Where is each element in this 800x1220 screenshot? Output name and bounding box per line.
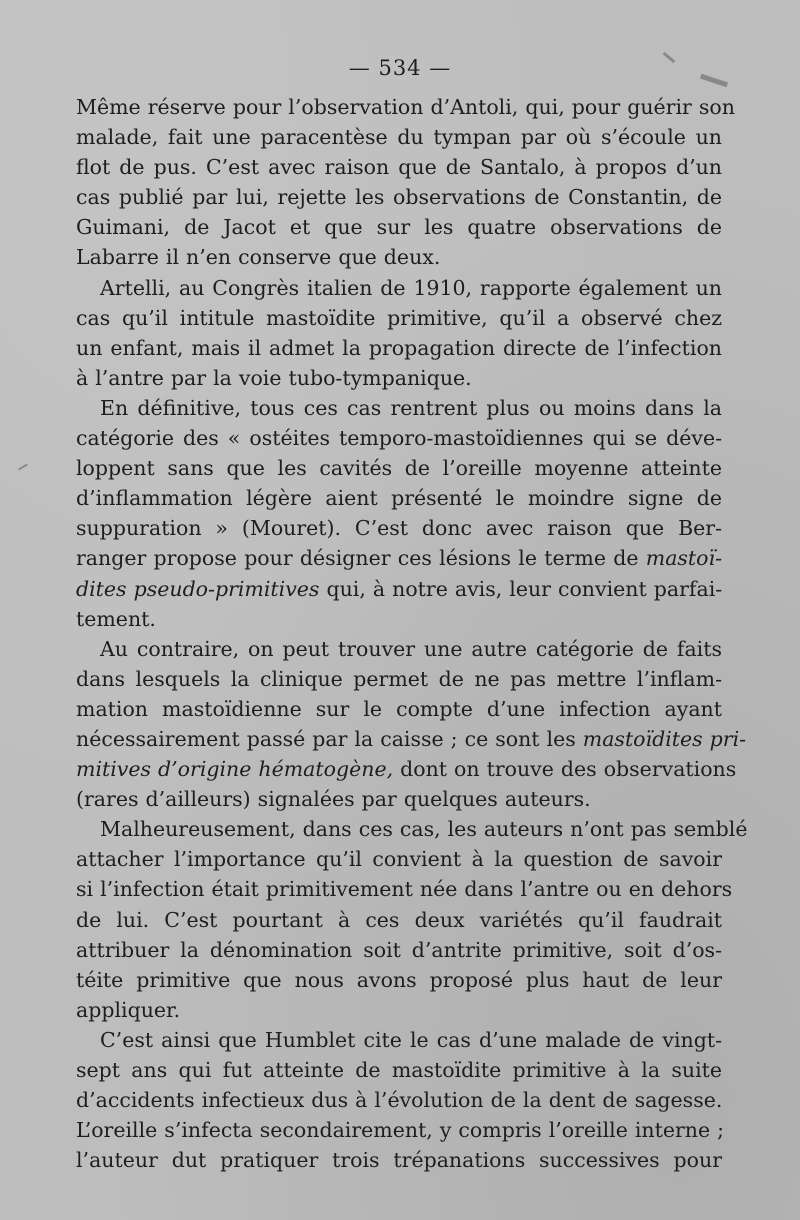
text-line <box>76 754 737 784</box>
text-line <box>76 905 722 935</box>
text-line <box>76 1145 722 1175</box>
text-line <box>76 1115 725 1145</box>
text-span: un enfant, mais il admet la propagation directe de l’infection <box>76 335 722 360</box>
text-span: Malheureusement, dans ces cas, les auteurs n’ont pas semblé <box>100 817 748 842</box>
text-line <box>76 694 722 724</box>
text-span: si l’infection était primitivement née dans l’antre ou en dehors <box>76 877 733 902</box>
text-line <box>76 453 722 483</box>
page-number: — 534 — <box>348 56 452 80</box>
text-span: dans lesquels la clinique permet de ne pas mettre l’inflam- <box>76 666 722 691</box>
text-span: C’est ainsi que Humblet cite le cas d’une malade de vingt- <box>100 1027 722 1052</box>
text-line <box>76 513 722 543</box>
text-span: de lui. C’est pourtant à ces deux variétés qu’il faudrait <box>76 907 722 932</box>
text-span: attribuer la dénomination soit d’antrite primitive, soit d’os- <box>76 937 722 962</box>
text-line <box>76 814 748 844</box>
text-span: attacher l’importance qu’il convient à la question de savoir <box>76 847 722 872</box>
italic-text: mitives d’origine hématogène, <box>76 757 394 782</box>
text-line <box>76 152 722 182</box>
italic-text: dites pseudo-primitives <box>76 576 320 601</box>
text-line <box>76 604 722 634</box>
italic-text: mastoï- <box>645 546 722 571</box>
text-line <box>76 423 722 453</box>
text-span: nécessairement passé par la caisse ; ce sont les <box>76 726 583 751</box>
text-line <box>76 724 747 754</box>
text-span: cas qu’il intitule mastoïdite primitive, qu’il a observé chez <box>76 305 722 330</box>
text-line <box>76 333 722 363</box>
text-span: mation mastoïdienne sur le compte d’une infection ayant <box>76 696 722 721</box>
text-span: L’oreille s’infecta secondairement, y compris l’oreille interne ; <box>76 1118 725 1143</box>
text-line <box>76 273 722 303</box>
text-span: dont on trouve des observations <box>393 757 737 782</box>
text-span: En définitive, tous ces cas rentrent plus ou moins dans la <box>100 395 722 420</box>
text-span: l’auteur dut pratiquer trois trépanations successives pour <box>76 1148 722 1173</box>
text-span: téite primitive que nous avons proposé plus haut de leur <box>76 967 722 992</box>
body-text <box>76 92 748 1175</box>
text-span: suppuration » (Mouret). C’est donc avec raison que Ber- <box>76 516 722 541</box>
text-span: (rares d’ailleurs) signalées par quelques auteurs. <box>76 787 591 812</box>
text-line <box>76 634 722 664</box>
text-line <box>76 1055 722 1085</box>
text-span: tement. <box>76 606 156 631</box>
text-line <box>76 935 722 965</box>
text-span: Même réserve pour l’observation d’Antoli, qui, pour guérir son <box>76 95 735 119</box>
text-line <box>76 363 722 393</box>
text-line <box>76 483 722 513</box>
text-line <box>76 965 722 995</box>
text-span: appliquer. <box>76 997 181 1022</box>
text-line <box>76 664 722 694</box>
text-span: Guimani, de Jacot et que sur les quatre observations de <box>76 215 722 240</box>
text-line <box>76 543 722 573</box>
italic-text: mastoïdites pri- <box>582 726 747 751</box>
text-line <box>76 574 722 604</box>
text-span: ranger propose pour désigner ces lésions le terme de <box>76 546 646 571</box>
text-line <box>76 1085 722 1115</box>
text-span: Labarre il n’en conserve que deux. <box>76 245 441 270</box>
text-span: sept ans qui fut atteinte de mastoïdite primitive à la suite <box>76 1058 722 1082</box>
text-line <box>76 182 722 212</box>
text-span: loppent sans que les cavités de l’oreille moyenne atteinte <box>76 456 722 481</box>
text-span: Artelli, au Congrès italien de 1910, rapporte également un <box>100 275 722 300</box>
text-line <box>76 995 722 1025</box>
text-line <box>76 784 722 814</box>
text-span: d’inflammation légère aient présenté le moindre signe de <box>76 486 722 511</box>
text-span: d’accidents infectieux dus à l’évolution de la dent de sagesse. <box>76 1088 723 1113</box>
text-line <box>76 303 722 333</box>
text-span: à l’antre par la voie tubo-tympanique. <box>76 365 472 390</box>
text-span: qui, à notre avis, leur convient parfai- <box>319 576 723 601</box>
text-line <box>76 844 722 874</box>
text-line <box>76 212 722 242</box>
text-line <box>76 92 735 122</box>
text-span: catégorie des « ostéites temporo-mastoïdiennes qui se déve- <box>76 426 722 451</box>
scan-mark <box>18 464 28 471</box>
text-line <box>76 874 733 904</box>
text-span: Au contraire, on peut trouver une autre catégorie de faits <box>100 636 722 661</box>
text-line <box>76 1025 722 1055</box>
text-span: malade, fait une paracentèse du tympan par où s’écoule un <box>76 125 722 150</box>
text-span: cas publié par lui, rejette les observations de Constantin, de <box>76 185 722 210</box>
text-line <box>76 122 722 152</box>
text-line <box>76 242 722 272</box>
text-line <box>76 393 722 423</box>
text-span: flot de pus. C’est avec raison que de Santalo, à propos d’un <box>76 155 722 180</box>
